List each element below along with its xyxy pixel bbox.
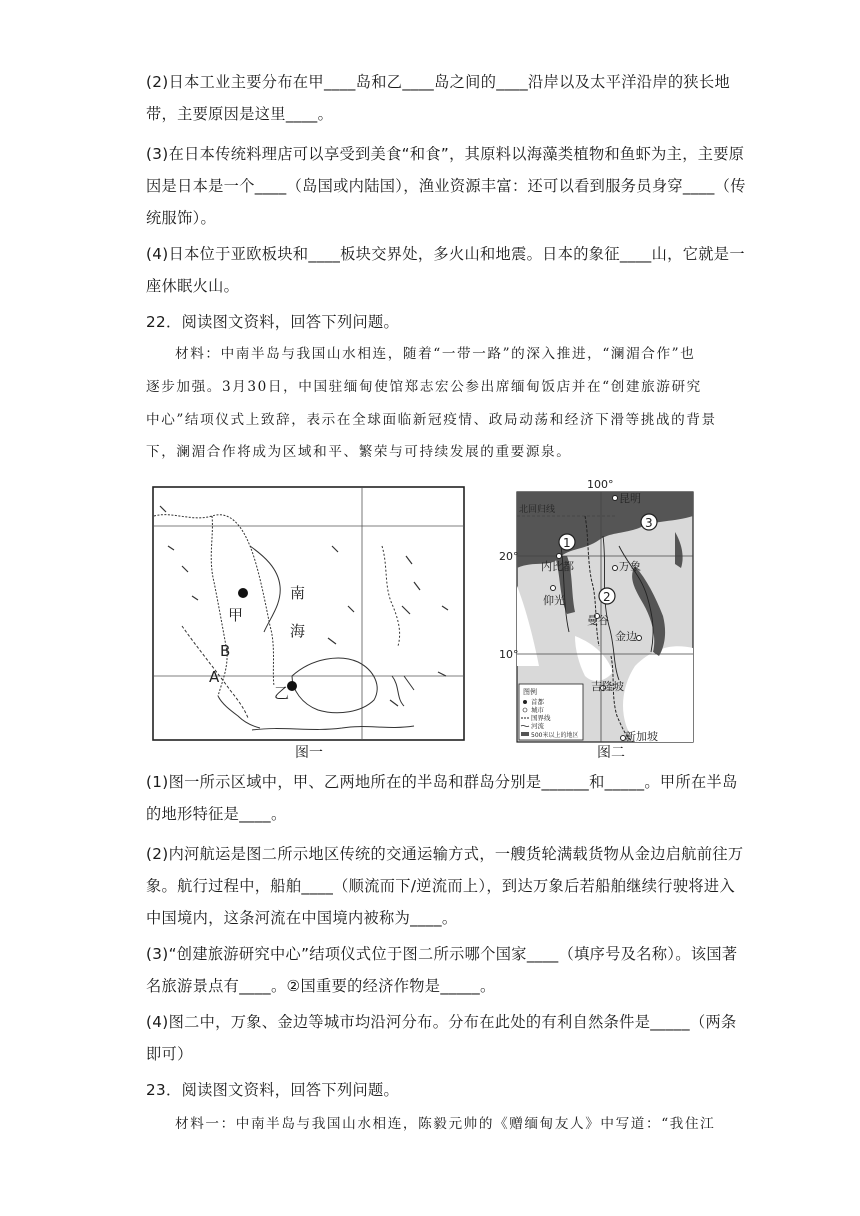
legend-item-city: 城市 [531, 706, 544, 714]
map2-label-jilongpo: 吉隆坡 [591, 680, 624, 693]
circle-2-label: 2 [603, 590, 611, 604]
map2-label-kunming: 昆明 [619, 492, 641, 505]
map2-label-lat10: 10° [499, 648, 519, 661]
q22-3-line2: 名旅游景点有____。②国重要的经济作物是_____。 [146, 977, 496, 995]
q22-2-line3: 中国境内，这条河流在中国境内被称为____。 [146, 909, 458, 927]
q22-4-line2: 即可） [146, 1045, 193, 1063]
map2-legend [519, 684, 583, 740]
map-figure-1 [152, 486, 466, 742]
map2-label-neibidu: 内比都 [541, 560, 574, 573]
q21-3-line1: (3)在日本传统料理店可以享受到美食“和食”，其原料以海藻类植物和鱼虾为主，主要原 [146, 145, 745, 163]
map1-label-hai: 海 [290, 622, 306, 640]
map2-label-jinbian: 金边 [615, 630, 637, 643]
legend-item-river: 河流 [531, 722, 544, 730]
legend-item-highland: 500米以上的地区 [531, 732, 579, 739]
q21-3-line3: 统服饰）。 [146, 209, 217, 227]
map1-label-yi: 乙 [274, 684, 290, 702]
q22-2-line2: 象。航行过程中，船舶____（顺流而下/逆流而上），到达万象后若船舶继续行驶将进入 [146, 877, 735, 895]
q21-4-line1: (4)日本位于亚欧板块和____板块交界处，多火山和地震。日本的象征____山，它就是一 [146, 245, 745, 263]
q23-material-line1: 材料一：中南半岛与我国山水相连，陈毅元帅的《赠缅甸友人》中写道：“我住江 [175, 1116, 716, 1132]
map1-label-jia: 甲 [228, 606, 244, 624]
q22-4-line1: (4)图二中，万象、金边等城市均沿河分布。分布在此处的有利自然条件是_____（两条 [146, 1013, 737, 1031]
dot-jia [238, 588, 248, 598]
q22-1-line2: 的地形特征是____。 [146, 805, 287, 823]
q22-heading: 22．阅读图文资料，回答下列问题。 [146, 313, 400, 331]
map1-label-nan: 南 [290, 584, 306, 602]
map2-label-lon100: 100° [587, 478, 614, 491]
q21-4-line2: 座休眠火山。 [146, 277, 240, 295]
q22-material-line1: 材料：中南半岛与我国山水相连，随着“一带一路”的深入推进，“澜湄合作”也 [175, 346, 696, 362]
q21-3-line2: 因是日本是一个____（岛国或内陆国），渔业资源丰富：还可以看到服务员身穿____（传 [146, 177, 746, 195]
map2-label-mangu: 曼谷 [587, 614, 609, 627]
q22-material-line2: 逐步加强。3月30日，中国驻缅甸使馆郑志宏公参出席缅甸饭店并在“创建旅游研究 [146, 379, 702, 395]
map2-label-beihuigui: 北回归线 [519, 505, 556, 515]
q21-2-line2: 带，主要原因是这里____。 [146, 105, 334, 123]
legend-item-capital: 首都 [531, 698, 544, 706]
map1-label-B: B [220, 642, 231, 660]
q22-material-line3: 中心”结项仪式上致辞，表示在全球面临新冠疫情、政局动荡和经济下滑等挑战的背景 [146, 412, 717, 428]
circle-1-label: 1 [563, 536, 571, 550]
map2-label-wanxiang: 万象 [619, 560, 641, 573]
q22-2-line1: (2)内河航运是图二所示地区传统的交通运输方式，一艘货轮满载货物从金边启航前往万 [146, 845, 744, 863]
legend-item-border: 国界线 [531, 714, 551, 722]
circle-3-label: 3 [645, 516, 653, 530]
q23-heading: 23．阅读图文资料，回答下列问题。 [146, 1081, 400, 1099]
q22-material-line4: 下，澜湄合作将成为区域和平、繁荣与可持续发展的重要源泉。 [146, 444, 572, 460]
map1-label-A: A [209, 668, 220, 686]
map2-caption: 图二 [597, 745, 625, 761]
map1-caption: 图一 [295, 745, 323, 761]
q22-3-line1: (3)“创建旅游研究中心”结项仪式位于图二所示哪个国家____（填序号及名称）。该国著 [146, 945, 738, 963]
map2-label-xinjiapo: 新加坡 [625, 730, 658, 743]
q21-2-line1: (2)日本工业主要分布在甲____岛和乙____岛之间的____沿岸以及太平洋沿岸的狭长地 [146, 73, 731, 91]
map2-label-lat20: 20° [499, 550, 519, 563]
map2-label-yangguang: 仰光 [543, 594, 565, 607]
q22-1-line1: (1)图一所示区域中，甲、乙两地所在的半岛和群岛分别是______和_____。甲所在半岛 [146, 773, 738, 791]
map-figure-2 [499, 476, 699, 744]
legend-title: 图例 [523, 688, 537, 696]
